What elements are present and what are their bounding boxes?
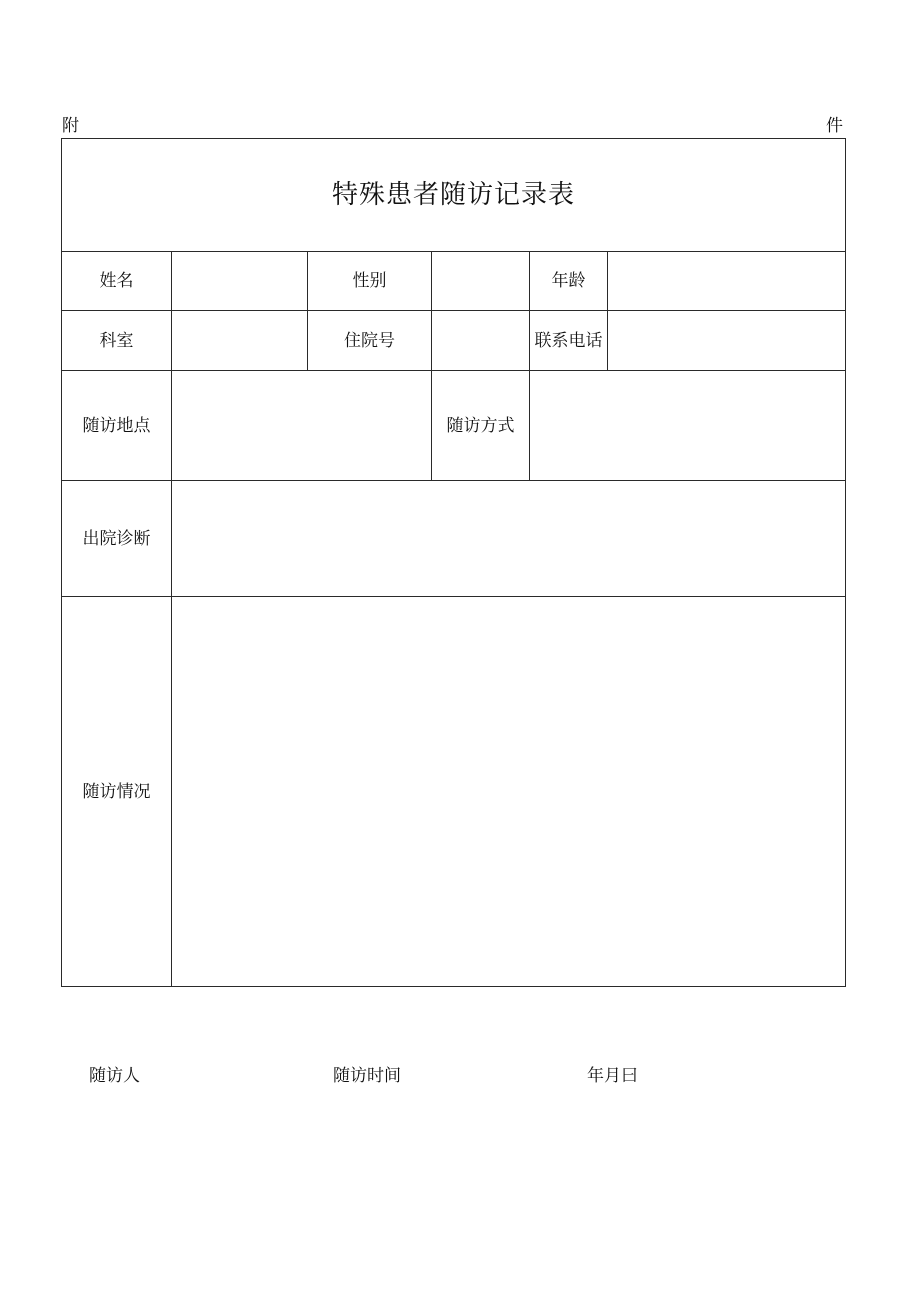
attachment-label-left: 附: [62, 116, 79, 136]
visit-method-field[interactable]: [530, 371, 846, 481]
form-title: 特殊患者随访记录表: [62, 139, 846, 252]
age-field[interactable]: [608, 252, 846, 311]
visitor-label: 随访人: [89, 1066, 140, 1086]
gender-field[interactable]: [432, 252, 530, 311]
visit-situation-field[interactable]: [172, 597, 846, 987]
date-label: 年月曰: [587, 1066, 638, 1086]
admission-number-field[interactable]: [432, 311, 530, 371]
age-label: 年龄: [530, 252, 608, 311]
follow-up-record-form: [61, 138, 846, 987]
gender-label: 性别: [308, 252, 432, 311]
visit-method-label: 随访方式: [432, 371, 530, 481]
visit-location-field[interactable]: [172, 371, 432, 481]
visit-time-label: 随访时间: [333, 1066, 401, 1086]
name-field[interactable]: [172, 252, 308, 311]
visit-location-label: 随访地点: [62, 371, 172, 481]
visit-situation-label: 随访情况: [62, 597, 172, 987]
phone-field[interactable]: [608, 311, 846, 371]
department-field[interactable]: [172, 311, 308, 371]
discharge-diagnosis-label: 出院诊断: [62, 481, 172, 597]
phone-label: 联系电话: [530, 311, 608, 371]
discharge-diagnosis-field[interactable]: [172, 481, 846, 597]
admission-number-label: 住院号: [308, 311, 432, 371]
attachment-label-right: 件: [826, 116, 843, 136]
name-label: 姓名: [62, 252, 172, 311]
department-label: 科室: [62, 311, 172, 371]
